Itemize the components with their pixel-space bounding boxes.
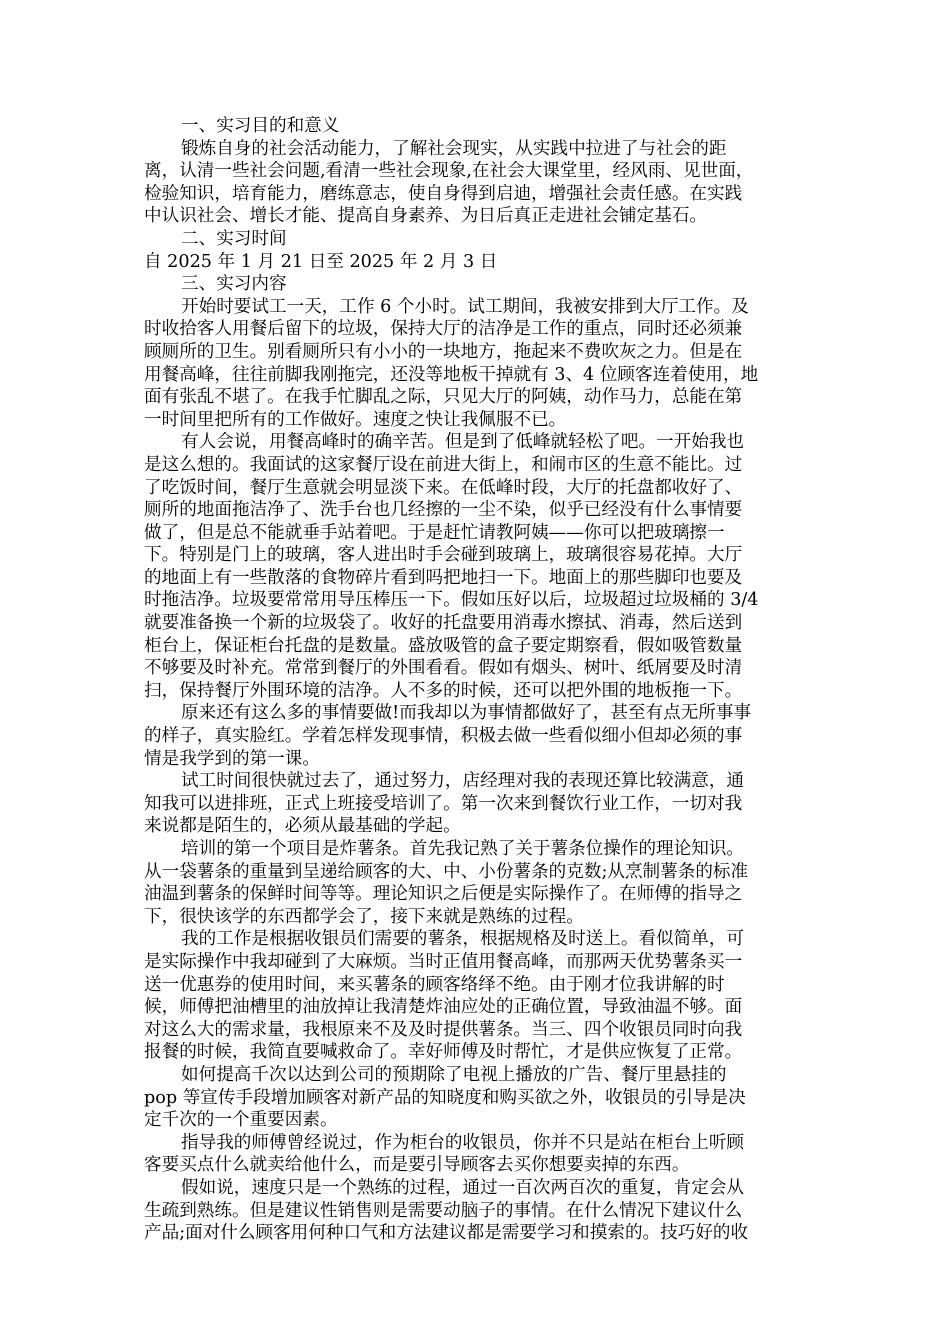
- text-line: 二、实习时间: [181, 228, 287, 249]
- text-line: 不够要及时补充。常常到餐厅的外围看看。假如有烟头、树叶、纸屑要及时清: [144, 658, 743, 679]
- text-line: 了吃饭时间，餐厅生意就会明显淡下来。在低峰时段，大厅的托盘都收好了、: [144, 477, 743, 498]
- text-line: 的样子，真实脸红。学着怎样发现事情，积极去做一些看似细小但却必须的事: [144, 726, 743, 747]
- text-line: 三、实习内容: [181, 274, 287, 295]
- text-line: 是实际操作中我却碰到了大麻烦。当时正值用餐高峰，而那两天优势薯条买一: [144, 951, 743, 972]
- text-line: 候，师傅把油槽里的油放掉让我清楚炸油应处的正确位置，导致油温不够。面: [144, 997, 743, 1018]
- text-line: 产品;面对什么顾客用何种口气和方法建议都是需要学习和摸索的。技巧好的收: [144, 1223, 749, 1244]
- text-line: 对这么大的需求量，我根原来不及及时提供薯条。当三、四个收银员同时向我: [144, 1019, 743, 1040]
- text-line: 生疏到熟练。但是建议性销售则是需要动脑子的事情。在什么情况下建议什么: [144, 1200, 743, 1221]
- text-line: 知我可以进排班，正式上班接受培训了。第一次来到餐饮行业工作，一切对我: [144, 793, 743, 814]
- text-line: 试工时间很快就过去了，通过努力，店经理对我的表现还算比较满意，通: [181, 771, 745, 792]
- text-line: 定千次的一个重要因素。: [144, 1110, 338, 1131]
- text-line: 顾厕所的卫生。别看厕所只有小小的一块地方，拖起来不费吹灰之力。但是在: [144, 341, 743, 362]
- text-line: 下。特别是门上的玻璃，客人进出时手会碰到玻璃上，玻璃很容易花掉。大厅: [144, 545, 743, 566]
- text-line: 假如说，速度只是一个熟练的过程，通过一百次两百次的重复，肯定会从: [181, 1177, 745, 1198]
- text-line: 柜台上，保证柜台托盘的是数量。盛放吸管的盒子要定期察看，假如吸管数量: [144, 635, 743, 656]
- text-line: 离，认清一些社会问题,看清一些社会现象,在社会大课堂里，经风雨、见世面，: [144, 161, 754, 182]
- text-line: 用餐高峰，往往前脚我刚拖完，还没等地板干掉就有 3、4 位顾客连着使用，地: [144, 364, 759, 385]
- text-line: 就要准备换一个新的垃圾袋了。收好的托盘要用消毒水擦拭、消毒，然后送到: [144, 613, 743, 634]
- text-line: 检验知识，培育能力，磨练意志，使自身得到启迪，增强社会责任感。在实践: [144, 183, 743, 204]
- text-line: 原来还有这么多的事情要做!而我却以为事情都做好了，甚至有点无所事事: [181, 703, 752, 724]
- text-line: 我的工作是根据收银员们需要的薯条，根据规格及时送上。看似简单，可: [181, 929, 745, 950]
- text-line: 培训的第一个项目是炸薯条。首先我记熟了关于薯条位操作的理论知识。: [181, 839, 745, 859]
- text-line: 中认识社会、增长才能、提高自身素养、为日后真正走进社会铺定基石。: [144, 206, 708, 227]
- text-line: 如何提高千次以达到公司的预期除了电视上播放的广告、餐厅里悬挂的: [181, 1064, 727, 1085]
- text-line: 来说都是陌生的，必须从最基础的学起。: [144, 816, 461, 837]
- text-line: 下，很快该学的东西都学会了，接下来就是熟练的过程。: [144, 906, 584, 927]
- text-line: 厕所的地面拖洁净了、洗手台也几经擦的一尘不染，似乎已经没有什么事情要: [144, 500, 743, 521]
- text-line: 一、实习目的和意义: [181, 116, 340, 136]
- document-page: [144, 115, 806, 1245]
- text-line: 报餐的时候，我简直要喊救命了。幸好师傅及时帮忙，才是供应恢复了正常。: [144, 1042, 743, 1063]
- text-line: 油温到薯条的保鲜时间等等。理论知识之后便是实际操作了。在师傅的指导之: [144, 884, 743, 905]
- text-line: 锻炼自身的社会活动能力，了解社会现实，从实践中拉进了与社会的距: [181, 138, 727, 159]
- text-line: 自 2025 年 1 月 21 日至 2025 年 2 月 3 日: [144, 251, 498, 272]
- text-line: 情是我学到的第一课。: [144, 748, 320, 769]
- text-line: 从一袋薯条的重量到呈递给顾客的大、中、小份薯条的克数;从烹制薯条的标准: [144, 861, 749, 882]
- text-line: 的地面上有一些散落的食物碎片看到吗把地扫一下。地面上的那些脚印也要及: [144, 567, 743, 588]
- text-line: 时拖洁净。垃圾要常常用导压棒压一下。假如压好以后，垃圾超过垃圾桶的 3/4: [144, 590, 759, 611]
- text-line: 时收拾客人用餐后留下的垃圾，保持大厅的洁净是工作的重点，同时还必须兼: [144, 319, 743, 340]
- text-line: 客要买点什么就卖给他什么，而是要引导顾客去买你想要卖掉的东西。: [144, 1155, 690, 1176]
- text-line: pop 等宣传手段增加顾客对新产品的知晓度和购买欲之外，收银员的引导是决: [144, 1087, 746, 1108]
- text-line: 指导我的师傅曾经说过，作为柜台的收银员，你并不只是站在柜台上听顾: [181, 1132, 745, 1153]
- text-line: 一时间里把所有的工作做好。速度之快让我佩服不已。: [144, 409, 567, 430]
- text-line: 扫，保持餐厅外围环境的洁净。人不多的时候，还可以把外围的地板拖一下。: [144, 680, 743, 701]
- text-line: 是这么想的。我面试的这家餐厅设在前进大街上，和闹市区的生意不能比。过: [144, 454, 743, 475]
- text-line: 送一优惠券的使用时间，来买薯条的顾客络绎不绝。由于刚才位我讲解的时: [144, 974, 725, 995]
- text-line: 有人会说，用餐高峰时的确辛苦。但是到了低峰就轻松了吧。一开始我也: [181, 432, 745, 453]
- text-line: 开始时要试工一天，工作 6 个小时。试工期间，我被安排到大厅工作。及: [181, 296, 749, 317]
- text-line: 做了，但是总不能就垂手站着吧。于是赶忙请教阿姨——你可以把玻璃擦一: [144, 522, 725, 543]
- text-line: 面有张乱不堪了。在我手忙脚乱之际，只见大厅的阿姨，动作马力，总能在第: [144, 387, 743, 408]
